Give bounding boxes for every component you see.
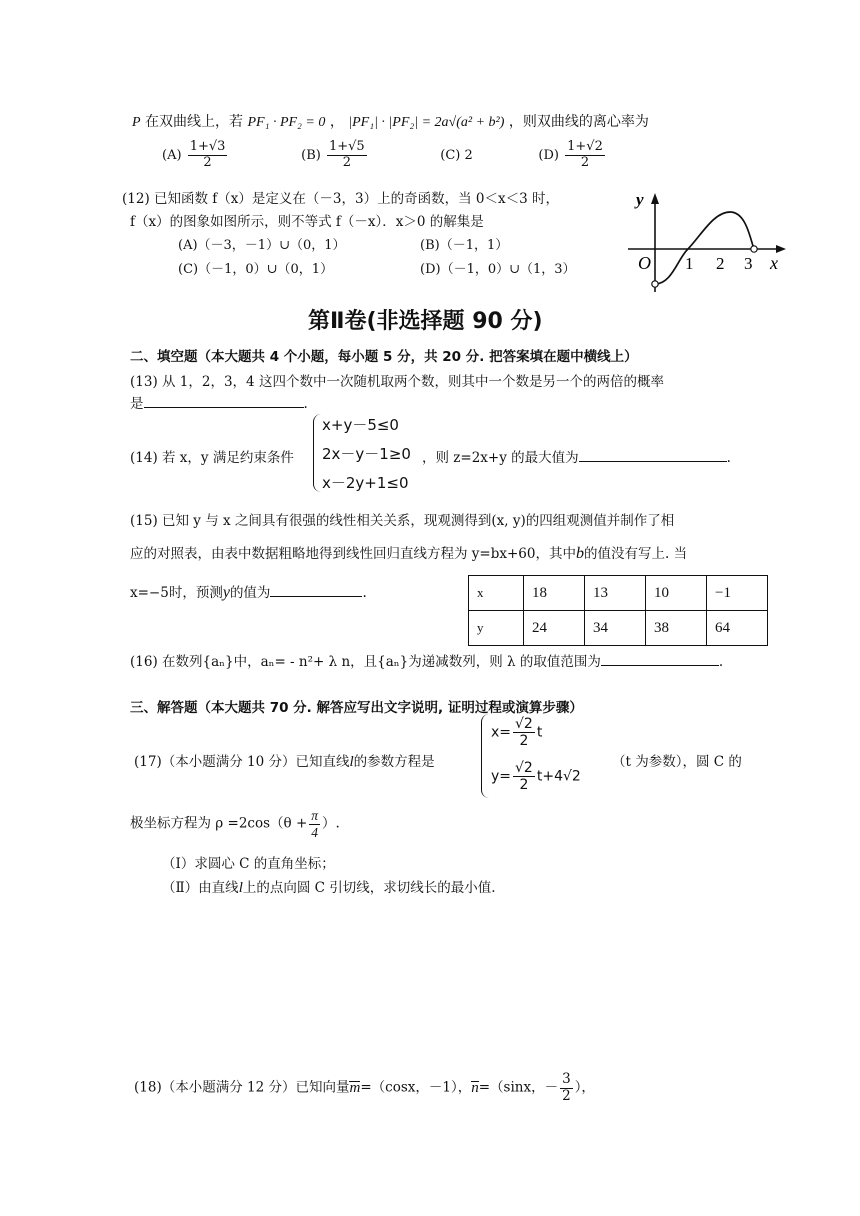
part3-heading: 三、解答题（本大题共 70 分. 解答应写出文字说明, 证明过程或演算步骤） [130,700,583,716]
q11-option-d [538,140,606,171]
vector-m: m [349,1079,361,1096]
q11-option-b [301,140,436,171]
param-eq-y [491,760,581,793]
q15-line2-c: 的值没有写上. 当 [583,546,688,562]
q18-d: ）， [574,1079,595,1096]
q12-option-a: (A)（－3，－1）∪（0，1） [178,238,346,253]
q17-suffix: （t 为参数），圆 C 的 [612,754,742,770]
q17-sub2 [162,876,496,897]
q15-line3-a: x=−5时，预测 [130,585,223,601]
q17-sub2-a: （Ⅱ）由直线 [162,880,239,896]
q11-option-c [440,148,534,163]
table-cell: −1 [707,576,768,611]
q11-dot-expr: PF₁ · PF₂ = 0 [247,115,326,130]
q11-point-p: P [132,115,141,130]
q14-suffix [422,446,731,466]
eq-lhs: y= [491,768,512,785]
q15-line2-a: 应的对照表，由表中数据粗略地得到线性回归直线方程为 y=bx+60，其中 [130,546,576,562]
q17-prefix-text: (17)（本小题满分 10 分）已知直线 [134,754,350,770]
q15-var-b: b [575,545,584,562]
eq-fraction: $\frac{√2}{2}$ [515,760,533,794]
table-cell: 38 [646,611,707,646]
q11-stem-b: ，则双曲线的离心率为 [508,114,649,130]
q16-end: . [718,654,724,670]
q17-sub2-b: 上的点向圆 C 引切线，求切线长的最小值. [242,880,496,896]
q14-suffix-text: ，则 z=2x+y 的最大值为 [422,450,579,466]
y-axis-arrow [651,193,659,204]
table-header-y: y [469,611,524,646]
constraint-brace [313,414,322,492]
option-value: 2 [464,147,473,163]
q16-text: (16) 在数列{aₙ}中，aₙ= - n²+ λ n，且{aₙ}为递减数列，则 λ 的取值范围为 [130,654,601,670]
option-label: (A) [162,147,182,163]
q12-line1: (12) 已知函数 f（x）是定义在（－3，3）上的奇函数，当 0＜x＜3 时， [122,191,559,207]
tick-label-2: 2 [716,254,725,273]
q11-stem [132,111,649,131]
vector-n: n [471,1079,479,1096]
open-point-three [751,246,757,252]
answer-blank [144,393,304,408]
q13-line1: (13) 从 1，2，3，4 这四个数中一次随机取两个数，则其中一个数是另一个的两倍的概率 [130,374,664,390]
q14-end: . [726,450,731,466]
param-brace [481,714,490,798]
origin-label: O [638,253,651,273]
answer-blank [601,651,719,666]
table-cell: 24 [524,611,585,646]
table-cell: 13 [585,576,646,611]
q12-line2: f（x）的图象如图所示，则不等式 f（－x）．x＞0 的解集是 [130,214,484,230]
q15-var-y: y [222,584,230,601]
observation-table [468,575,768,646]
q17-mid-text: 的参数方程是 [353,754,435,770]
q11-mag-expr: |PF₁| · |PF₂| = 2a√(a² + b²) [348,115,505,130]
option-fraction: $\frac{1+√2}{2}$ [567,139,603,170]
q11-options [162,140,607,171]
section-title: 第Ⅱ卷(非选择题 90 分) [308,309,543,334]
table-header-x: x [469,576,524,611]
q14-prefix: (14) 若 x，y 满足约束条件 [130,450,294,466]
function-graph [620,188,790,298]
q12-option-b: (B)（－1，1） [420,238,509,253]
tick-label-1: 1 [685,254,694,273]
q17-line2-a: 极坐标方程为 ρ =2cos（θ + [130,815,308,832]
part2-heading: 二、填空题（本大题共 4 个小题，每小题 5 分，共 20 分. 把答案填在题中横线上） [130,349,638,365]
q17-prefix [134,750,435,771]
q15-line1: (15) 已知 y 与 x 之间具有很强的线性相关关系，现观测得到(x, y)的四组观测值并制作了相 [130,513,675,529]
q12-option-c: (C)（－1，0）∪（0，1） [178,262,334,277]
eq-fraction: $\frac{√2}{2}$ [515,716,533,750]
option-label: (C) [440,147,461,163]
answer-blank [579,447,727,462]
q18-a: (18)（本小题满分 12 分）已知向量 [134,1079,350,1096]
q16-line [130,650,723,670]
q15-end: . [362,585,367,601]
function-curve [655,212,754,284]
q11-stem-a: 在双曲线上，若 [145,114,244,130]
y-axis-label: y [636,190,644,209]
q13-end: . [303,396,308,412]
q17-line2-b: ）. [322,815,340,832]
answer-blank [270,582,362,597]
table-cell: 34 [585,611,646,646]
eq-lhs: x= [491,724,512,741]
q11-option-a [162,140,297,171]
q17-line2 [130,808,340,840]
constraint-2: 2x－y－1≥0 [322,445,411,463]
table-cell: 18 [524,576,585,611]
param-eq-x [491,716,542,749]
eq-rhs: t [536,724,543,741]
eq-rhs: t+4√2 [536,768,581,785]
option-label: (D) [538,147,559,163]
constraint-1: x+y－5≤0 [322,416,399,434]
q18-c: =（sinx，－ [478,1079,559,1096]
option-fraction: $\frac{1+√3}{2}$ [189,139,226,170]
tick-label-3: 3 [744,254,753,273]
q13-text: 是 [130,396,144,412]
table-cell: 10 [646,576,707,611]
q11-sep: ， [329,114,344,130]
q15-line2 [130,542,687,563]
q18-line [134,1072,595,1104]
q18-b: =（cosx，－1）， [360,1079,472,1096]
q17-line-l: l [349,754,354,770]
q12-option-d: (D)（－1，0）∪（1，3） [420,262,576,277]
q17-sub1: （Ⅰ）求圆心 C 的直角坐标； [162,856,335,872]
q13-line2 [130,392,308,412]
table-row-x [469,576,768,611]
x-axis-label: x [770,253,778,273]
pi-fraction: $\frac{\pi}{4}$ [311,808,319,840]
q17-sub2-l: l [238,880,243,896]
table-row-y [469,611,768,646]
open-point-origin [652,281,658,287]
constraint-3: x－2y+1≤0 [322,474,409,492]
q15-line3-c: 的值为 [229,585,271,601]
x-axis-arrow [776,245,786,253]
table-cell: 64 [707,611,768,646]
q15-line3 [130,581,367,602]
option-label: (B) [301,147,321,163]
option-fraction: $\frac{1+√5}{2}$ [328,139,365,170]
q18-fraction: $\frac{3}{2}$ [562,1071,571,1104]
